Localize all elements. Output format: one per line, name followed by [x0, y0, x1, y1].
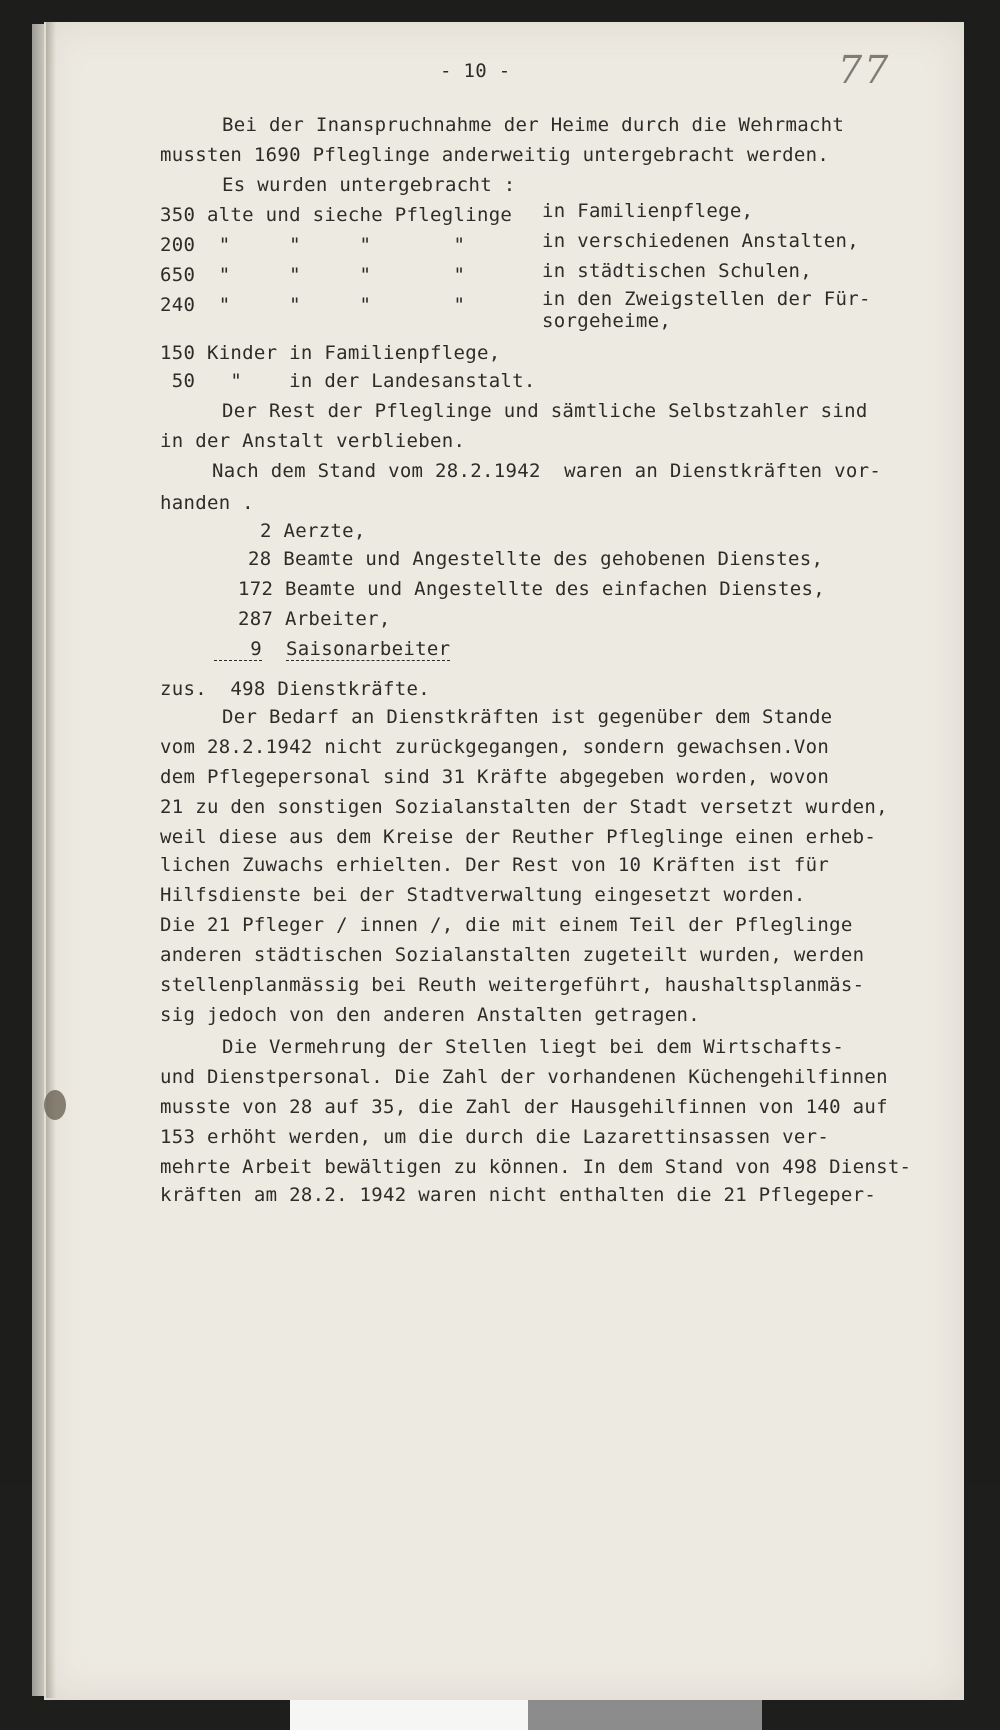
- line-7-left: 240 " " " ": [160, 294, 466, 316]
- line-36: kräften am 28.2. 1942 waren nicht enthalten die 21 Pflegeper-: [160, 1184, 877, 1206]
- line-30: sig jedoch von den anderen Anstalten getragen.: [160, 1004, 700, 1026]
- line-2: mussten 1690 Pfleglinge anderweitig untergebracht werden.: [160, 144, 830, 166]
- staff-seasonal-count: 9: [214, 638, 262, 661]
- scan-calibration-grey: [528, 1700, 762, 1730]
- line-6-right: in städtischen Schulen,: [542, 260, 812, 282]
- line-21: vom 28.2.1942 nicht zurückgegangen, sondern gewachsen.Von: [160, 736, 830, 758]
- line-31: Die Vermehrung der Stellen liegt bei dem Wirtschafts-: [222, 1036, 845, 1058]
- line-13: handen .: [160, 492, 254, 514]
- staff-doctors: 2 Aerzte,: [260, 520, 366, 542]
- staff-higher-service: 28 Beamte und Angestellte des gehobenen Dienstes,: [248, 548, 824, 570]
- line-10: Der Rest der Pfleglinge und sämtliche Selbstzahler sind: [222, 400, 868, 422]
- line-4-left: 350 alte und sieche Pfleglinge: [160, 204, 513, 226]
- scan-calibration-white: [290, 1700, 528, 1730]
- line-5-right: in verschiedenen Anstalten,: [542, 230, 859, 252]
- line-34: 153 erhöht werden, um die durch die Lazarettinsassen ver-: [160, 1126, 830, 1148]
- line-1: Bei der Inanspruchnahme der Heime durch die Wehrmacht: [222, 114, 845, 136]
- line-24: weil diese aus dem Kreise der Reuther Pfleglinge einen erheb-: [160, 826, 877, 848]
- line-27: Die 21 Pfleger / innen /, die mit einem Teil der Pfleglinge: [160, 914, 853, 936]
- line-11: in der Anstalt verblieben.: [160, 430, 466, 452]
- staff-basic-service: 172 Beamte und Angestellte des einfachen Dienstes,: [238, 578, 825, 600]
- line-29: stellenplanmässig bei Reuth weitergeführt, haushaltsplanmäs-: [160, 974, 865, 996]
- line-33: musste von 28 auf 35, die Zahl der Hausgehilfinnen von 140 auf: [160, 1096, 888, 1118]
- line-28: anderen städtischen Sozialanstalten zugeteilt wurden, werden: [160, 944, 865, 966]
- folio-mark: 77: [838, 48, 891, 92]
- line-8: 150 Kinder in Familienpflege,: [160, 342, 501, 364]
- line-20: Der Bedarf an Dienstkräften ist gegenüber dem Stande: [222, 706, 833, 728]
- staff-total: zus. 498 Dienstkräfte.: [160, 678, 430, 700]
- line-4-right: in Familienpflege,: [542, 200, 754, 222]
- line-35: mehrte Arbeit bewältigen zu können. In dem Stand von 498 Dienst-: [160, 1156, 912, 1178]
- binding-shadow: [46, 22, 56, 1698]
- line-5-left: 200 " " " ": [160, 234, 466, 256]
- line-7-right: in den Zweigstellen der Für-: [542, 288, 871, 310]
- line-22: dem Pflegepersonal sind 31 Kräfte abgegeben worden, wovon: [160, 766, 830, 788]
- line-23: 21 zu den sonstigen Sozialanstalten der Stadt versetzt wurden,: [160, 796, 888, 818]
- binding-hole: [44, 1090, 66, 1120]
- line-12: Nach dem Stand vom 28.2.1942 waren an Dienstkräften vor-: [212, 460, 882, 482]
- line-6-left: 650 " " " ": [160, 264, 466, 286]
- line-7-continued: sorgeheime,: [542, 310, 672, 332]
- line-25: lichen Zuwachs erhielten. Der Rest von 10 Kräften ist für: [160, 854, 830, 876]
- line-9: 50 " in der Landesanstalt.: [160, 370, 536, 392]
- staff-seasonal-label: Saisonarbeiter: [286, 638, 451, 660]
- line-3: Es wurden untergebracht :: [222, 174, 516, 196]
- page-number: - 10 -: [440, 60, 511, 82]
- line-32: und Dienstpersonal. Die Zahl der vorhandenen Küchengehilfinnen: [160, 1066, 888, 1088]
- staff-workers: 287 Arbeiter,: [238, 608, 391, 630]
- line-26: Hilfsdienste bei der Stadtverwaltung eingesetzt worden.: [160, 884, 806, 906]
